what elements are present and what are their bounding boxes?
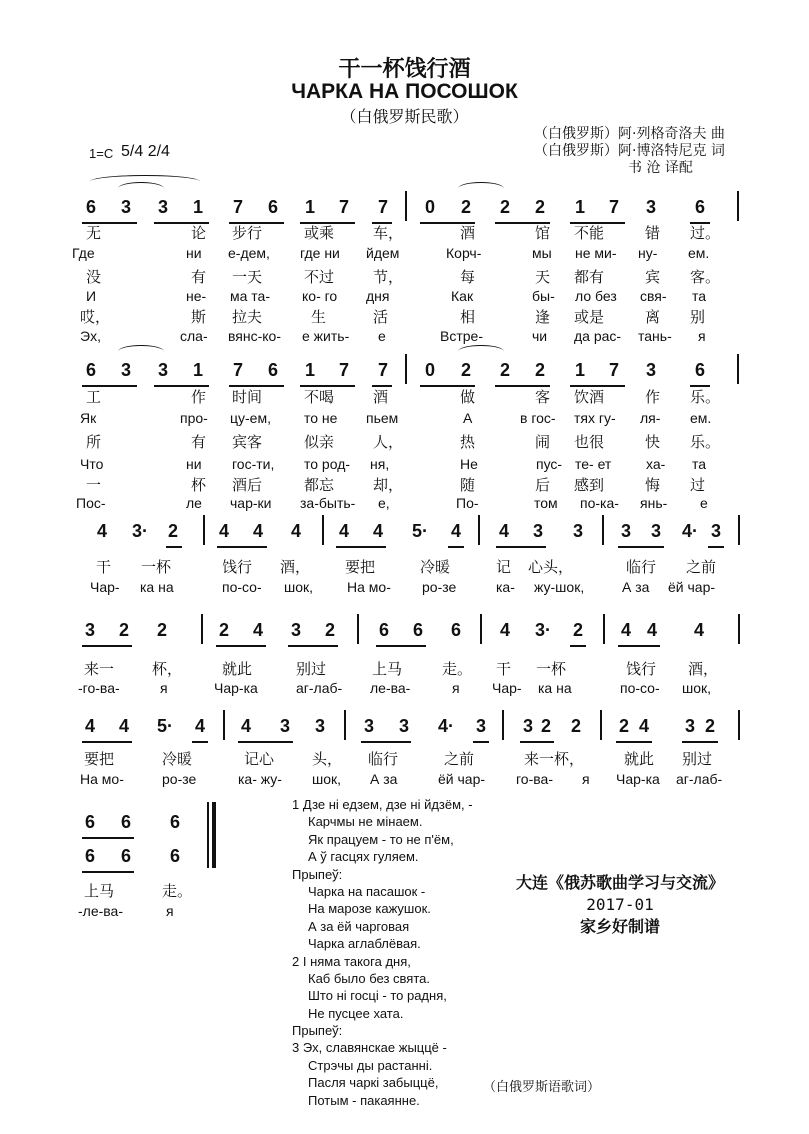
note: 7 [338,360,349,380]
lyrics-v2-cn-a: 没 有 一天 不过 节， 每 天 都有 宾 客。 [86,268,721,286]
note: 3 [84,620,95,640]
note: 4 [252,521,263,541]
note: 7 [232,197,243,217]
lyrics-v1-ru-b: Як про- цу-ем, то не пьем А в гос- тях гу- ля- ем. [80,410,712,426]
lyrics-chorus-ru-1: Чар- ка на по-со- шок, На мо- ро-зе ка- жу-шок, А за ёй чар- [90,579,716,595]
note: 4 [84,716,95,736]
note: 3 [398,716,409,736]
note: 6 [450,620,461,640]
note: 3 [157,197,168,217]
note: 1 [304,197,315,217]
note: 3 [645,197,656,217]
note: 6 [120,812,131,832]
note: 6 [267,360,278,380]
lyrics-chorus-cn-3: 要把 冷暖 记心 头， 临行 之前 来一杯， 就此 别过 [84,750,713,768]
lyrics-v2-ru-b: Что ни гос-ти, то род- ня, Не пус- те- ет ха- та [80,456,707,472]
time-signature: 5/4 2/4 [121,143,170,160]
note: 6 [267,197,278,217]
lyrics-v3-cn-b: 一 杯 酒后 都忘 却， 随 后 感到 悔 过 [86,476,706,494]
note: 2 [499,197,510,217]
key-signature: 1=C [89,146,114,161]
music-credit: （白俄罗斯）阿·列格奇洛夫 曲 [534,126,725,142]
note: 1 [192,197,203,217]
note: 5· [156,716,173,736]
lyrics-v1-cn-a: 无 论 步行 或乘 车， 酒 馆 不能 错 过。 [86,224,721,242]
note: 4 [450,521,461,541]
note: 3· [534,620,551,640]
note: 7 [377,197,388,217]
lyrics-chorus-ru-2: -го-ва- я Чар-ка аг-лаб- ле-ва- я Чар- ка на по-со- шок, [78,680,712,696]
note: 4 [290,521,301,541]
note: 7 [377,360,388,380]
note: 4· [437,716,454,736]
note: 3 [522,716,533,736]
song-subtitle: （白俄罗斯民歌） [340,107,469,126]
note: 6 [85,360,96,380]
note: 3 [314,716,325,736]
note: 3 [120,197,131,217]
note: 3 [157,360,168,380]
note: 3 [572,521,583,541]
lyrics-v1-ru-a: Где ни е-дем, где ни йдем Корч- мы не ми- ну- ем. [72,245,710,261]
note: 2 [460,360,471,380]
note: 4 [646,620,657,640]
note: 6 [694,360,705,380]
song-title-russian: ЧАРКА НА ПОСОШОК [291,80,518,103]
note: 4 [620,620,631,640]
note: 7 [338,197,349,217]
note: 6 [120,846,131,866]
note: 5· [411,521,428,541]
note: 2 [534,197,545,217]
note: 3 [532,521,543,541]
note: 4 [372,521,383,541]
note: 4 [194,716,205,736]
note: 3 [645,360,656,380]
lyrics-v1-cn-b: 工 作 时间 不喝 酒 做 客 饮酒 作 乐。 [86,388,721,406]
note: 6 [694,197,705,217]
note: 2 [704,716,715,736]
note: 6 [169,812,180,832]
note: 3 [650,521,661,541]
note: 4 [638,716,649,736]
note: 1 [574,197,585,217]
note: 4 [118,716,129,736]
note: 4 [693,620,704,640]
note: 4· [681,521,698,541]
note: 4 [240,716,251,736]
note: 2 [572,620,583,640]
belarusian-lyrics: 1 Дзе ні едзем, дзе ні йдзём, - Карчмы не мінаем. Як працуем - то не п'ём, А ў гасцях гуляем. Прыпеў: Чарка на пасашок - На марозе кажушок. А за ёй чарговая Чарка аглаблёвая. 2 І няма такога дня, Каб было без свята. Што ні госці - то радня, Не пусцее хата. Прыпеў: 3 Эх, славянскае жыццё - Стрэчы ды растанні. Пасля чаркі забыццё, Потым - пакаянне. [292,797,473,1108]
lyrics-v3-ru-b: Пос- ле чар-ки за-быть- е, По- том по-ка- янь- е [76,495,708,511]
note: 2 [156,620,167,640]
note: 3 [710,521,721,541]
note: 3 [684,716,695,736]
note: 2 [118,620,129,640]
note: 3 [620,521,631,541]
note: 4 [338,521,349,541]
note: 6 [84,812,95,832]
lyrics-v2-ru-a: И не- ма та- ко- го дня Как бы- ло без свя- та [86,288,707,304]
note: 2 [460,197,471,217]
note: 3 [279,716,290,736]
lyrics-chorus-ru-4: -ле-ва- я [78,903,174,919]
note: 3 [120,360,131,380]
note: 6 [84,846,95,866]
note: 4 [499,620,510,640]
note: 2 [324,620,335,640]
note: 7 [232,360,243,380]
note: 2 [570,716,581,736]
note: 2 [540,716,551,736]
note: 1 [304,360,315,380]
note: 2 [618,716,629,736]
note: 3 [363,716,374,736]
lyrics-v3-cn-a: 哎， 斯 拉夫 生 活 相 逢 或是 离 别 [80,308,706,326]
lyrics-v2-cn-b: 所 有 宾客 似亲 人， 热 闹 也很 快 乐。 [86,433,721,451]
note: 2 [499,360,510,380]
note: 2 [218,620,229,640]
note: 0 [424,360,435,380]
note: 4 [252,620,263,640]
belarusian-lyrics-note: （白俄罗斯语歌词） [483,1080,601,1095]
engraver-credit: 大连《俄苏歌曲学习与交流》 2017-01 家乡好制谱 [515,873,724,936]
note: 3· [131,521,148,541]
note: 4 [218,521,229,541]
note: 3 [290,620,301,640]
note: 1 [192,360,203,380]
note: 4 [498,521,509,541]
note: 4 [96,521,107,541]
lyrics-chorus-cn-1: 干 一杯 饯行 酒， 要把 冷暖 记 心头， 临行 之前 [96,558,717,576]
note: 6 [169,846,180,866]
note: 6 [85,197,96,217]
note: 0 [424,197,435,217]
note: 6 [412,620,423,640]
lyrics-credit: （白俄罗斯）阿·博洛特尼克 词 [534,143,725,159]
song-title-chinese: 干一杯饯行酒 [338,57,471,82]
lyrics-chorus-cn-2: 来一 杯， 就此 别过 上马 走。 干 一杯 饯行 酒， [84,660,719,678]
lyrics-chorus-cn-4: 上马 走。 [84,882,193,900]
note: 3 [475,716,486,736]
note: 6 [378,620,389,640]
translation-credit: 书 沧 译配 [628,160,693,176]
note: 2 [534,360,545,380]
note: 7 [608,197,619,217]
lyrics-chorus-ru-3: На мо- ро-зе ка- жу- шок, А за ёй чар- го-ва- я Чар-ка аг-лаб- [80,771,723,787]
note: 1 [574,360,585,380]
note: 2 [167,521,178,541]
lyrics-v3-ru-a: Эх, сла- вянс-ко- е жить- е Встре- чи да рас- тань- я [80,328,706,344]
note: 7 [608,360,619,380]
